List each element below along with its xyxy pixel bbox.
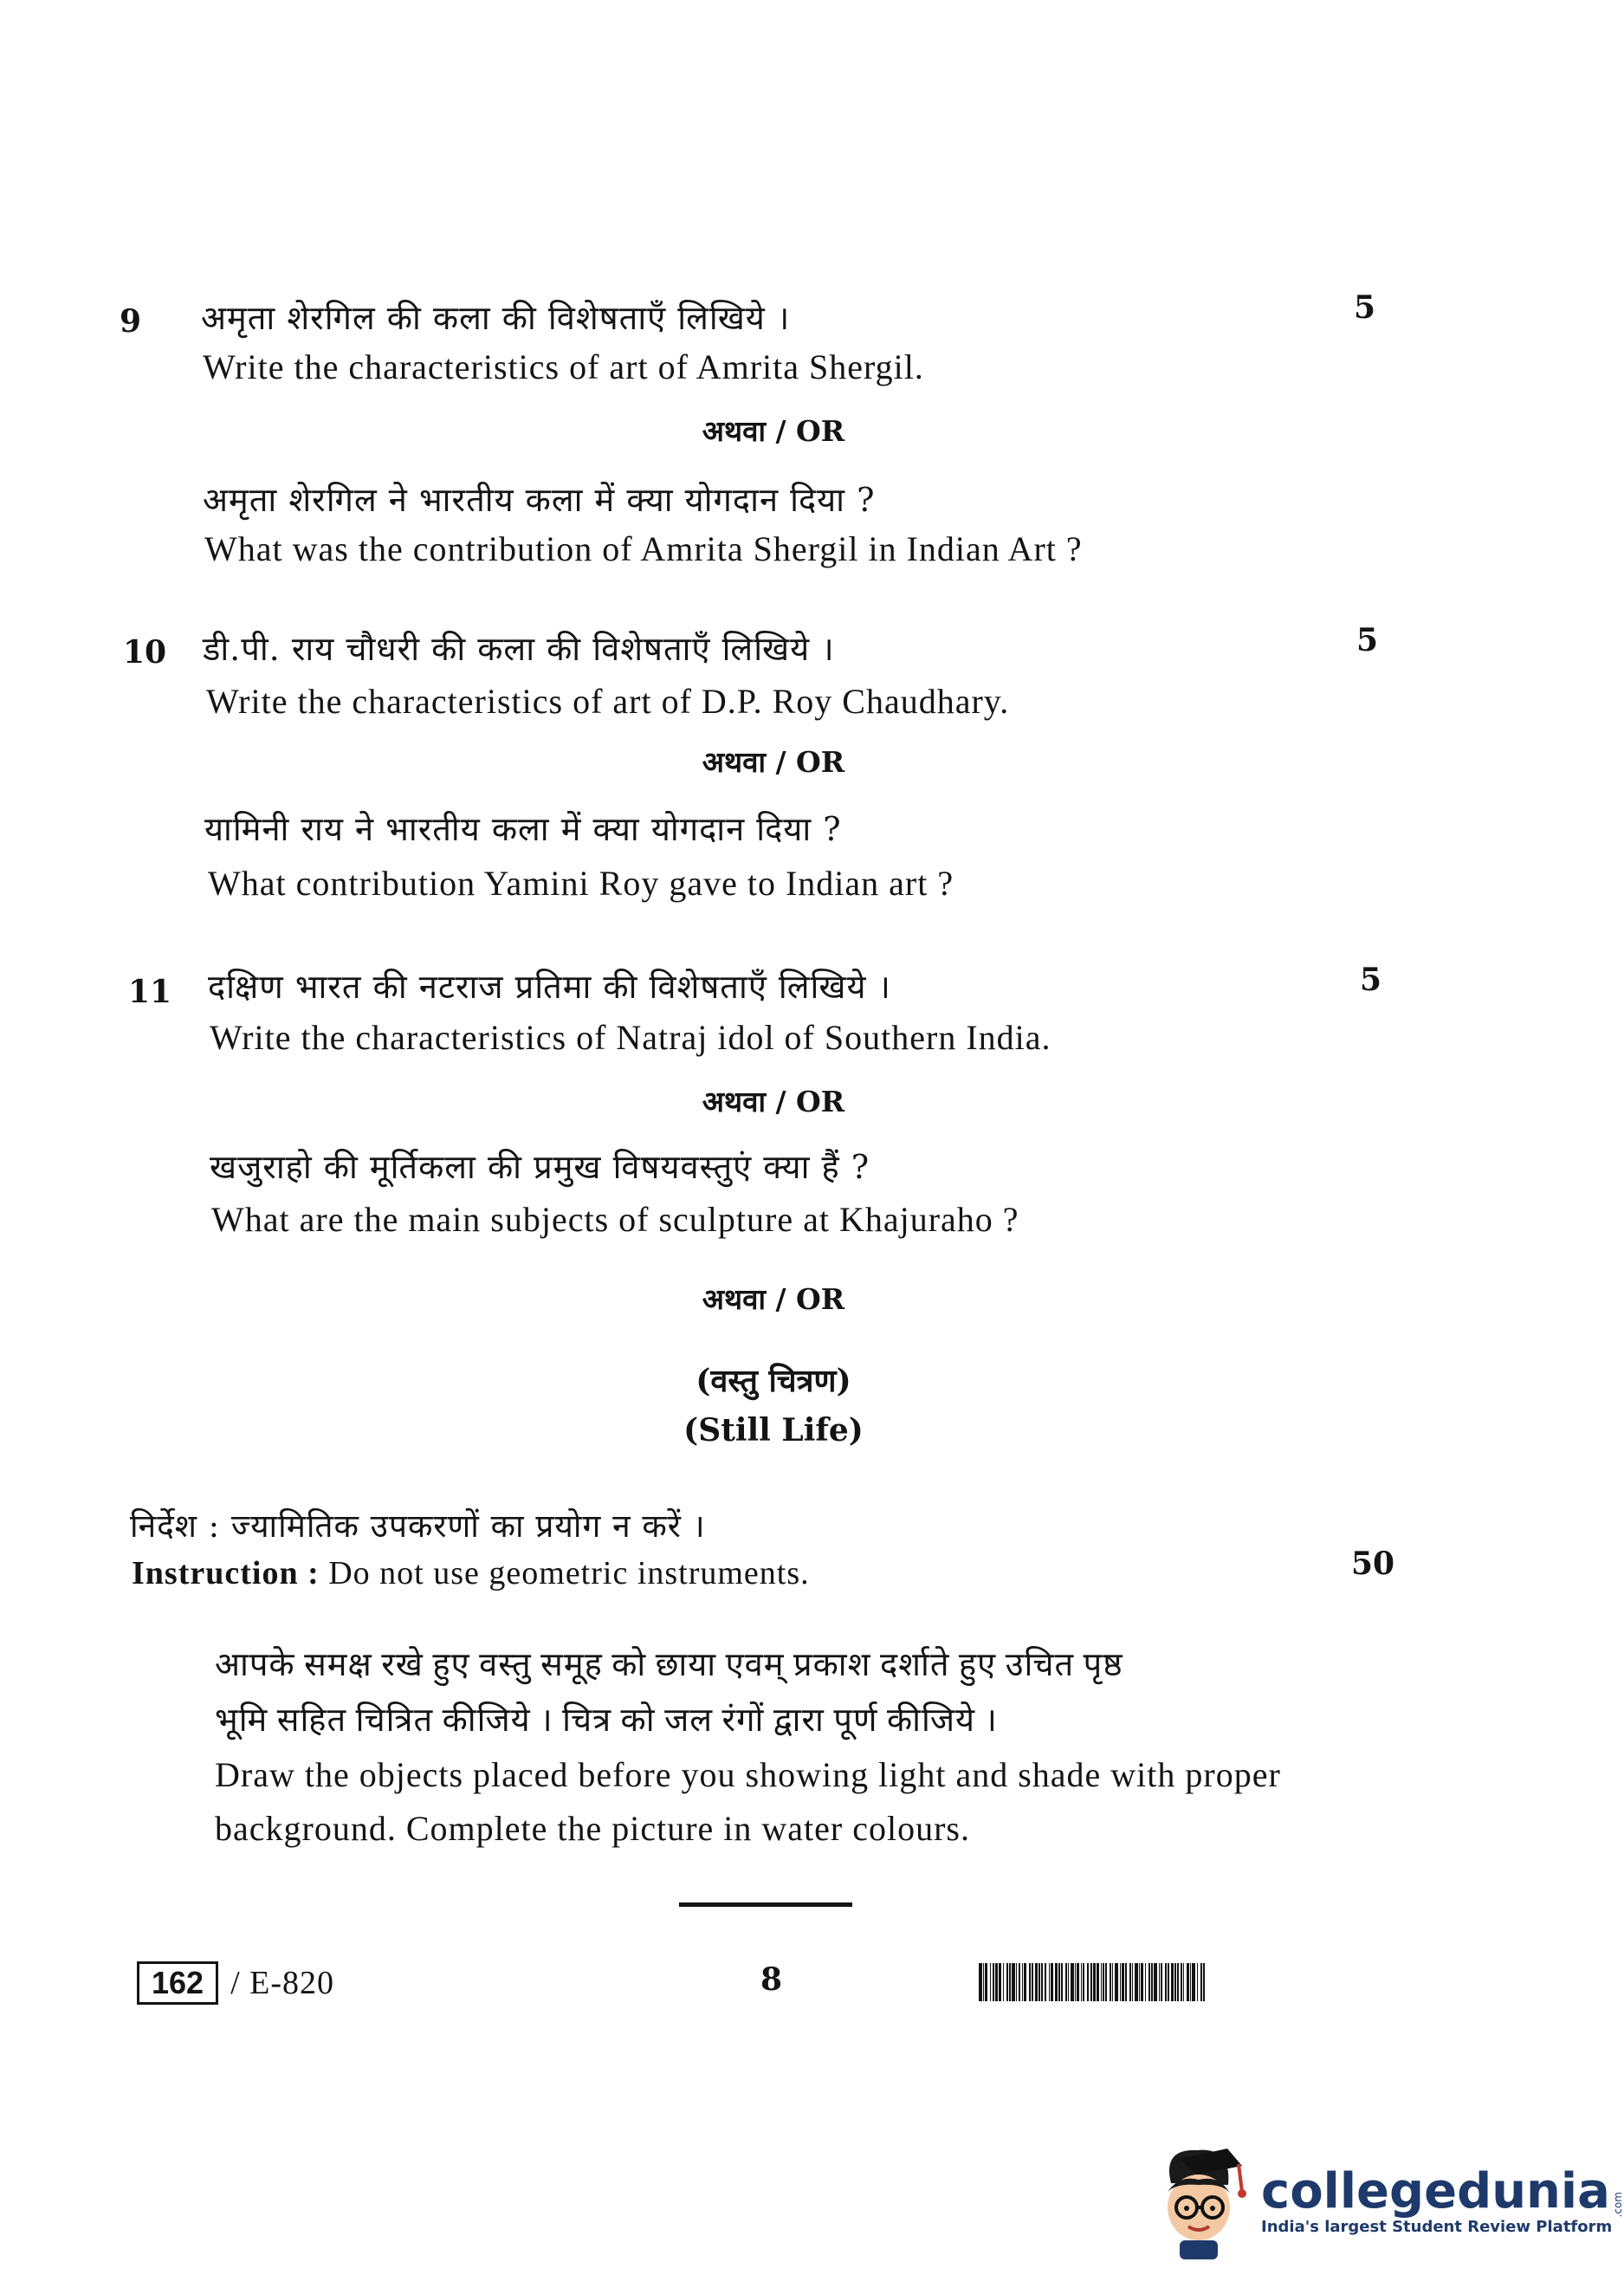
barcode-bar bbox=[1019, 1963, 1020, 2001]
para-hindi-line-2: भूमि सहित चित्रित कीजिये । चित्र को जल रंगों द्वारा पूर्ण कीजिये । bbox=[215, 1702, 998, 1739]
barcode-bar bbox=[1022, 1963, 1023, 2001]
question-9-hindi: अमृता शेरगिल की कला की विशेषताएँ लिखिये । bbox=[201, 299, 791, 337]
barcode-bar bbox=[1181, 1963, 1182, 2001]
barcode-bar bbox=[1115, 1963, 1118, 2001]
barcode-bar bbox=[1200, 1963, 1202, 2001]
or-separator: अथवा / OR bbox=[702, 414, 845, 448]
barcode-bar bbox=[1192, 1963, 1195, 2001]
question-11-alt-english: What are the main subjects of sculpture at Khajuraho ? bbox=[211, 1200, 1019, 1239]
barcode-bar bbox=[1071, 1963, 1074, 2001]
barcode-bar bbox=[1097, 1963, 1099, 2001]
paper-code-suffix: / E-820 bbox=[230, 1965, 335, 2001]
question-9-alt-english: What was the contribution of Amrita Shergil in Indian Art ? bbox=[204, 529, 1083, 568]
barcode-bar bbox=[1190, 1963, 1191, 2001]
barcode-bar bbox=[1003, 1963, 1004, 2001]
barcode-bar bbox=[1105, 1963, 1107, 2001]
barcode-bar bbox=[1151, 1963, 1153, 2001]
barcode-bar bbox=[1141, 1963, 1143, 2001]
barcode-bar bbox=[1183, 1963, 1184, 2001]
barcode-bar bbox=[993, 1963, 994, 2001]
question-10-hindi: डी.पी. राय चौधरी की कला की विशेषताएँ लिखिये । bbox=[203, 630, 835, 668]
barcode-bar bbox=[1024, 1963, 1026, 2001]
paper-code bbox=[137, 1961, 334, 2005]
para-english-line-2: background. Complete the picture in water colours. bbox=[215, 1809, 970, 1848]
barcode-bar bbox=[1154, 1963, 1157, 2001]
question-10-english: Write the characteristics of art of D.P. Roy Chaudhary. bbox=[206, 682, 1010, 721]
question-11-alt-hindi: खजुराहो की मूर्तिकला की प्रमुख विषयवस्तुएं क्या हैं ? bbox=[210, 1148, 870, 1186]
question-10-alt-hindi: यामिनी राय ने भारतीय कला में क्या योगदान दिया ? bbox=[204, 810, 842, 848]
barcode-bar bbox=[990, 1963, 991, 2001]
question-10-marks: 5 bbox=[1356, 622, 1379, 658]
para-hindi-line-1: आपके समक्ष रखे हुए वस्तु समूह को छाया एवम् प्रकाश दर्शाते हुए उचित पृष्ठ bbox=[215, 1647, 1123, 1683]
question-9-number: 9 bbox=[120, 303, 142, 340]
paper-code-box: 162 bbox=[137, 1961, 218, 2005]
barcode-bar bbox=[1006, 1963, 1008, 2001]
logo-tagline: India's largest Student Review Platform bbox=[1261, 2217, 1613, 2236]
page-number: 8 bbox=[760, 1961, 783, 1998]
barcode-bar bbox=[1122, 1963, 1124, 2001]
barcode-bar bbox=[1161, 1963, 1162, 2001]
question-10-alt-english: What contribution Yamini Roy gave to Indian art ? bbox=[208, 864, 954, 903]
barcode-bar bbox=[1077, 1963, 1079, 2001]
barcode-bar bbox=[1129, 1963, 1131, 2001]
barcode-bar bbox=[1103, 1963, 1104, 2001]
barcode-bar bbox=[979, 1963, 982, 2001]
mascot-icon bbox=[1145, 2140, 1249, 2261]
barcode-bar bbox=[1174, 1963, 1176, 2001]
barcode-bar bbox=[1045, 1963, 1046, 2001]
barcode-bar bbox=[1093, 1963, 1096, 2001]
barcode-bar bbox=[1032, 1963, 1033, 2001]
barcode-bar bbox=[1148, 1963, 1150, 2001]
instruction-english bbox=[132, 1554, 810, 1592]
barcode-bar bbox=[1120, 1963, 1121, 2001]
barcode-bar bbox=[1051, 1963, 1053, 2001]
question-9-alt-hindi: अमृता शेरगिल ने भारतीय कला में क्या योगदान दिया ? bbox=[203, 481, 876, 519]
barcode-bar bbox=[1090, 1963, 1092, 2001]
para-english-line-1: Draw the objects placed before you showing light and shade with proper bbox=[215, 1755, 1281, 1794]
barcode-bar bbox=[1083, 1963, 1084, 2001]
barcode-bar bbox=[1125, 1963, 1127, 2001]
barcode-bar bbox=[1139, 1963, 1140, 2001]
barcode-bar bbox=[1065, 1963, 1067, 2001]
end-rule bbox=[679, 1902, 852, 1907]
question-9-english: Write the characteristics of art of Amrita Shergil. bbox=[203, 347, 924, 386]
barcode-bar bbox=[983, 1963, 984, 2001]
barcode-bar bbox=[985, 1963, 987, 2001]
barcode-bar bbox=[1012, 1963, 1015, 2001]
or-separator: अथवा / OR bbox=[702, 1085, 845, 1118]
barcode-bar bbox=[1168, 1963, 1169, 2001]
collegedunia-logo bbox=[1145, 2140, 1624, 2261]
instruction-english-text: Do not use geometric instruments. bbox=[328, 1555, 810, 1591]
question-11-hindi: दक्षिण भारत की नटराज प्रतिमा की विशेषताएँ लिखिये । bbox=[208, 968, 891, 1006]
barcode-bar bbox=[1081, 1963, 1082, 2001]
barcode-bar bbox=[1135, 1963, 1138, 2001]
still-life-instructions bbox=[215, 1637, 1341, 1856]
barcode-bar bbox=[995, 1963, 998, 2001]
barcode-bar bbox=[1203, 1963, 1205, 2001]
barcode-bar bbox=[1038, 1963, 1040, 2001]
still-life-title-hindi: (वस्तु चित्रण) bbox=[696, 1363, 851, 1399]
still-life-title-english: (Still Life) bbox=[683, 1412, 864, 1449]
barcode-bar bbox=[1041, 1963, 1043, 2001]
barcode-bar bbox=[1101, 1963, 1102, 2001]
barcode-bar bbox=[1049, 1963, 1050, 2001]
barcode-bar bbox=[1177, 1963, 1179, 2001]
question-11-marks: 5 bbox=[1360, 962, 1382, 998]
barcode-bar bbox=[1112, 1963, 1113, 2001]
barcode-bar bbox=[1187, 1963, 1189, 2001]
barcode-bar bbox=[1171, 1963, 1174, 2001]
barcode-bar bbox=[1197, 1963, 1198, 2001]
or-separator: अथवा / OR bbox=[702, 745, 845, 779]
barcode-bar bbox=[1075, 1963, 1076, 2001]
barcode-bar bbox=[1055, 1963, 1058, 2001]
still-life-marks: 50 bbox=[1351, 1546, 1395, 1582]
or-separator: अथवा / OR bbox=[702, 1282, 845, 1316]
barcode-bar bbox=[1068, 1963, 1069, 2001]
barcode-bar bbox=[1016, 1963, 1017, 2001]
barcode-bar bbox=[1009, 1963, 1011, 2001]
barcode-bar bbox=[1061, 1963, 1063, 2001]
barcode-bar bbox=[1165, 1963, 1167, 2001]
question-11-number: 11 bbox=[128, 974, 172, 1010]
question-11-english: Write the characteristics of Natraj idol of Southern India. bbox=[210, 1018, 1051, 1057]
barcode-bar bbox=[1058, 1963, 1060, 2001]
instruction-hindi: निर्देश : ज्यामितिक उपकरणों का प्रयोग न करें । bbox=[130, 1507, 706, 1545]
logo-brand: collegedunia bbox=[1261, 2162, 1610, 2220]
barcode-bar bbox=[1029, 1963, 1031, 2001]
logo-text bbox=[1261, 2162, 1624, 2236]
barcode-bar bbox=[1087, 1963, 1089, 2001]
barcode-bar bbox=[1159, 1963, 1160, 2001]
logo-dotcom: .com bbox=[1611, 2192, 1624, 2218]
barcode-bar bbox=[1110, 1963, 1111, 2001]
barcode-bar bbox=[1035, 1963, 1038, 2001]
barcode bbox=[979, 1963, 1273, 2001]
barcode-bar bbox=[999, 1963, 1001, 2001]
question-9-marks: 5 bbox=[1354, 289, 1376, 326]
question-10-number: 10 bbox=[123, 634, 167, 671]
barcode-bar bbox=[1145, 1963, 1146, 2001]
instruction-english-label: Instruction : bbox=[132, 1555, 320, 1591]
barcode-bar bbox=[1132, 1963, 1133, 2001]
